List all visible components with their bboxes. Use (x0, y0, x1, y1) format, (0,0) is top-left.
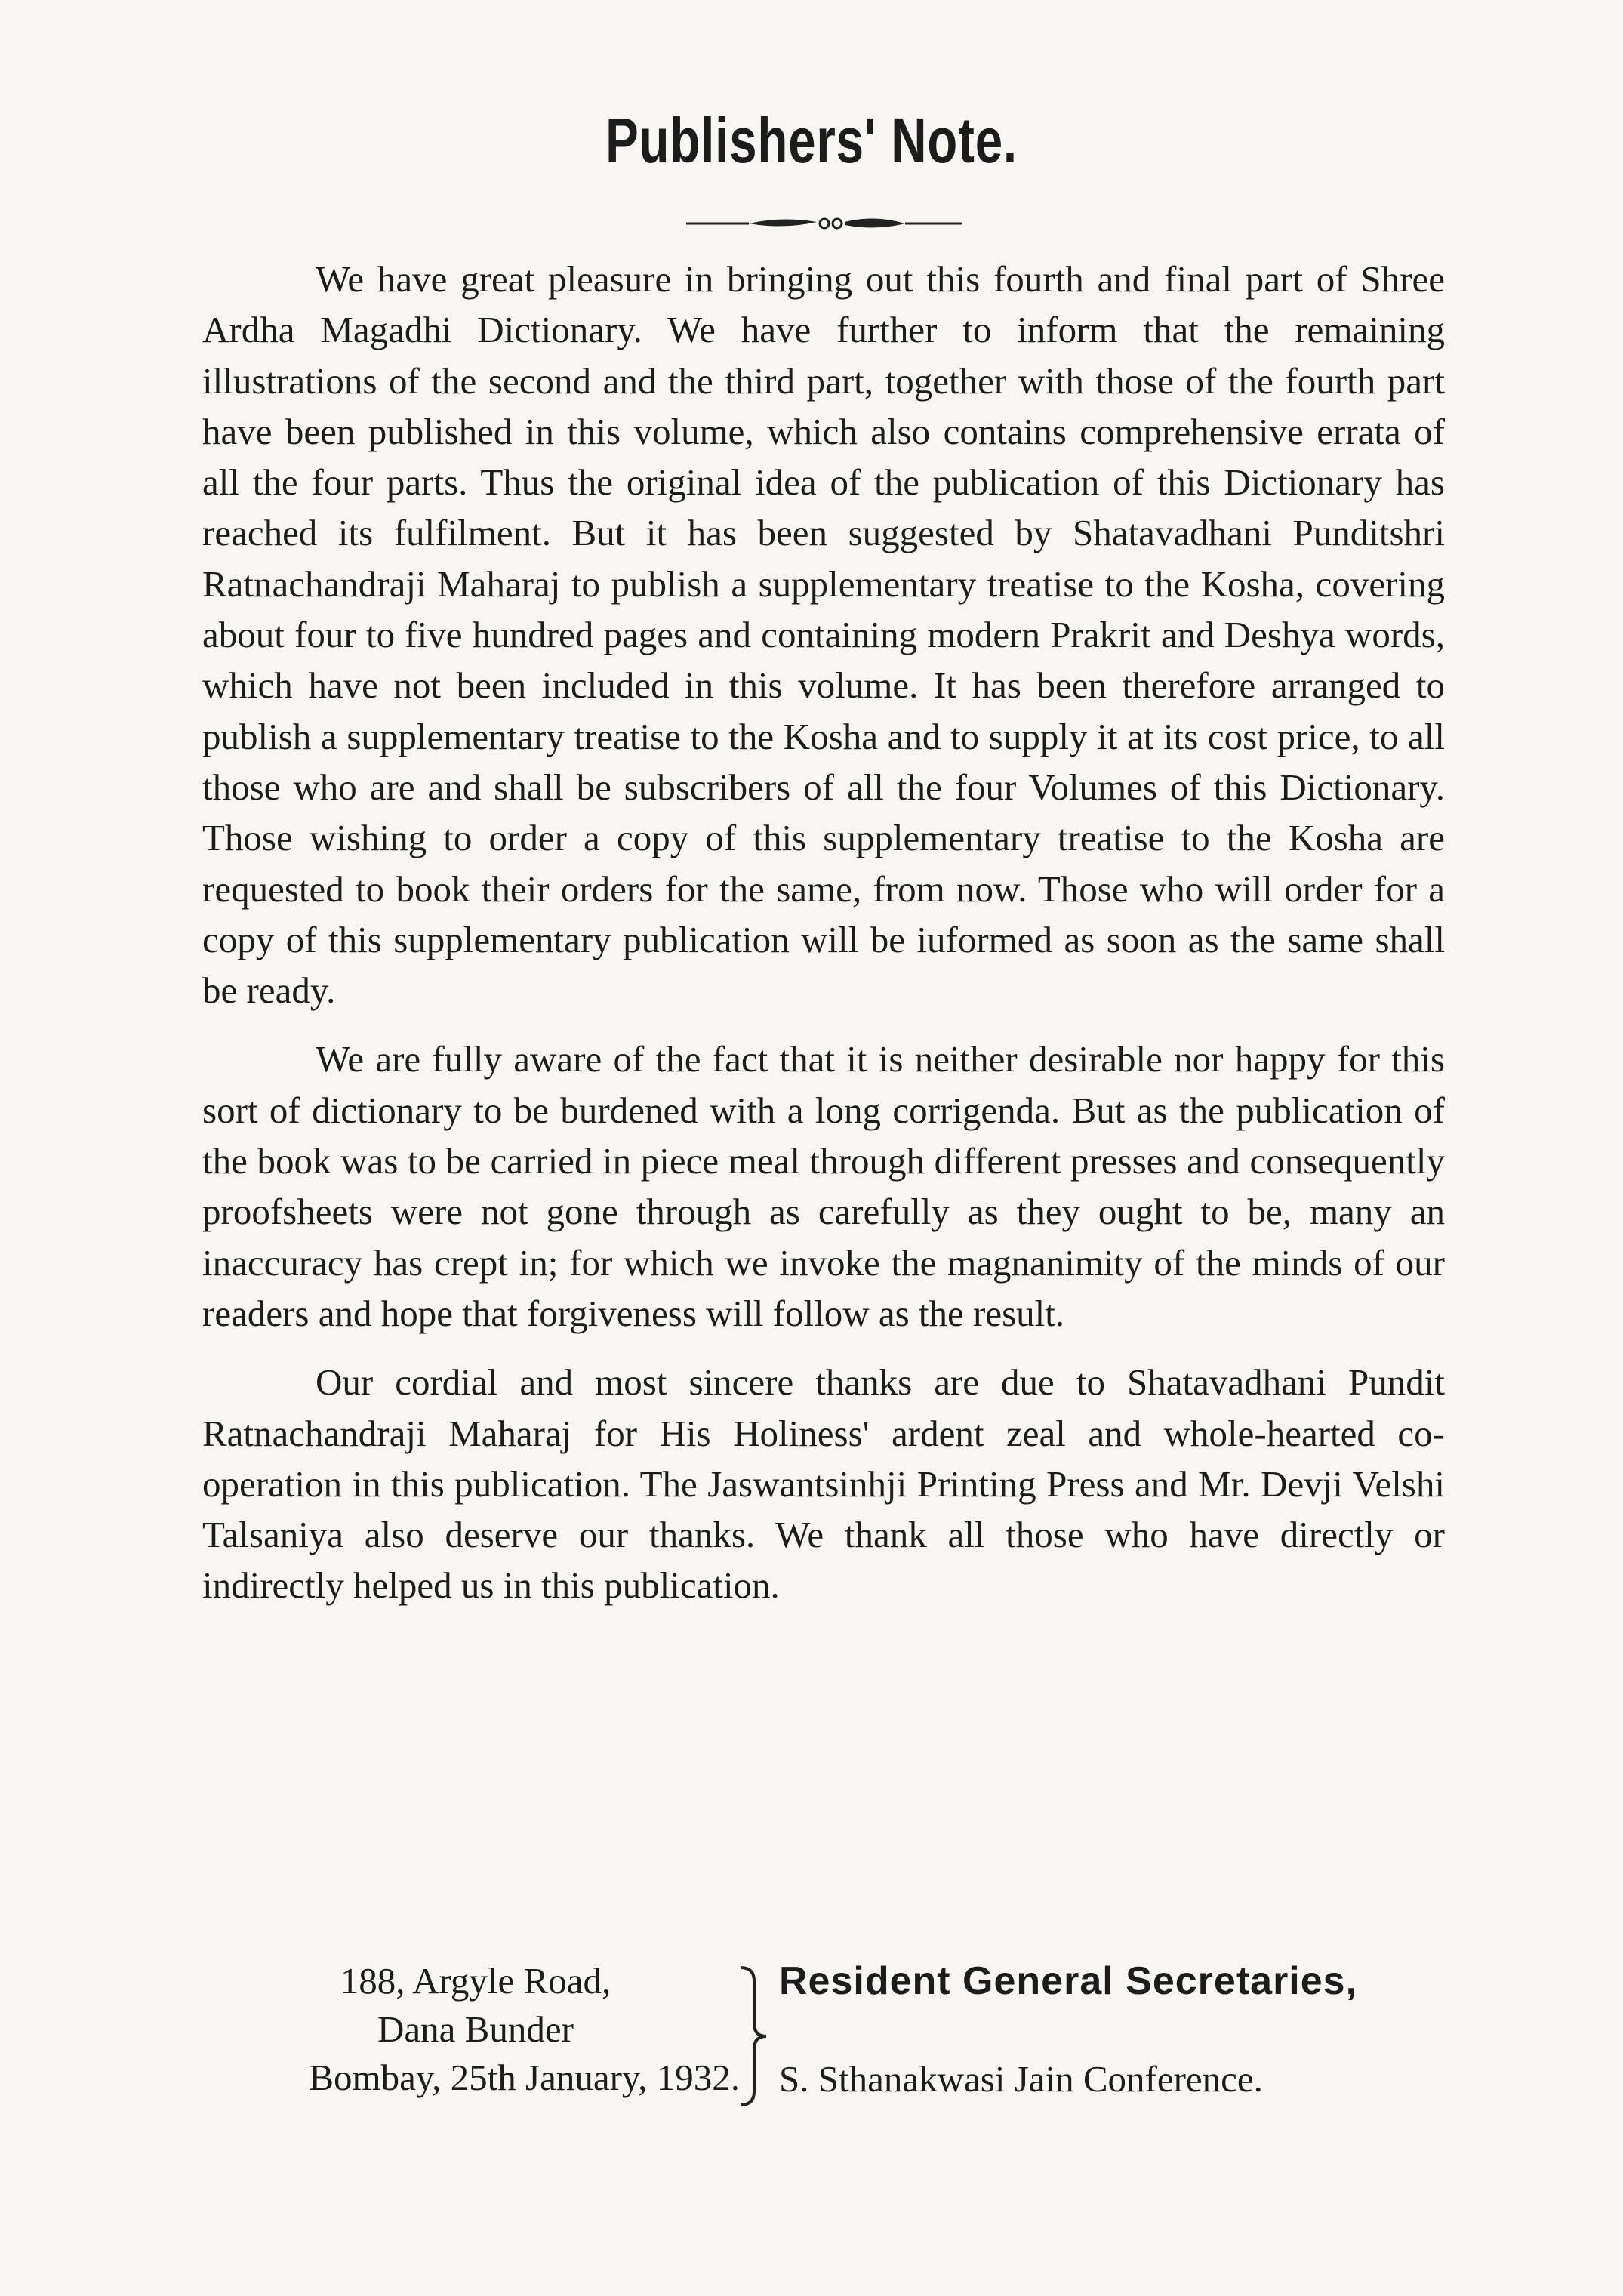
ornament-divider-icon (685, 208, 964, 239)
address-line-city-date: Bombay, 25th January, 1932. (309, 2057, 740, 2098)
paragraph-2: We are fully aware of the fact that it is neither desirable nor happy for this sort of dictionary to be burdened with a long corrigenda. But as the publication of the book was to be carried in piece meal through different presses and consequently proofsheets were not gone through as carefully as they ought to be, many an inaccuracy has crept in; for which we invoke the magnanimity of the minds of our readers and hope that forgiveness will follow as the result. (202, 1038, 1445, 1334)
curly-brace-icon (736, 1965, 771, 2108)
note-body (202, 254, 1445, 1611)
address-block (211, 1957, 740, 2102)
address-line-street: 188, Argyle Road, (340, 1960, 611, 2002)
paragraph-3: Our cordial and most sincere thanks are due to Shatavadhani Pundit Ratnachandraji Maharaj for His Holiness' ardent zeal and whole-hearted co-operation in this publication. The Jaswantsinhji Printing Press and Mr. Devji Velshi Talsaniya also deserve our thanks. We thank all those who have directly or indirectly helped us in this publication. (202, 1361, 1445, 1607)
signature-block (0, 1957, 1623, 2153)
address-line-area: Dana Bunder (377, 2008, 574, 2050)
signatory-organization: S. Sthanakwasi Jain Conference. (779, 2058, 1263, 2100)
paragraph-1: We have great pleasure in bringing out this fourth and final part of Shree Ardha Magadhi Dictionary. We have further to inform that the remaining illustrations of the second and the third part, together with those of the fourth part have been published in this volume, which also contains comprehensive errata of all the four parts. Thus the original idea of the publication of this Dictionary has reached its fulfilment. But it has been suggested by Shatavadhani Punditshri Ratnachandraji Maharaj to publish a supplementary treatise to the Kosha, covering about four to five hundred pages and containing modern Prakrit and Deshya words, which have not been included in this volume. It has been therefore arranged to publish a supplementary treatise to the Kosha and to supply it at its cost price, to all those who are and shall be subscribers of all the four Volumes of this Dictionary. Those wishing to order a copy of this supplementary treatise to the Kosha are requested to book their orders for the same, from now. Those who will order for a copy of this supplementary publication will be iuformed as soon as the same shall be ready. (202, 258, 1445, 1012)
signatory-block (779, 1957, 1458, 2103)
signatory-title: Resident General Secretaries, (779, 1959, 1358, 2003)
page-title: Publishers' Note. (605, 105, 1018, 176)
